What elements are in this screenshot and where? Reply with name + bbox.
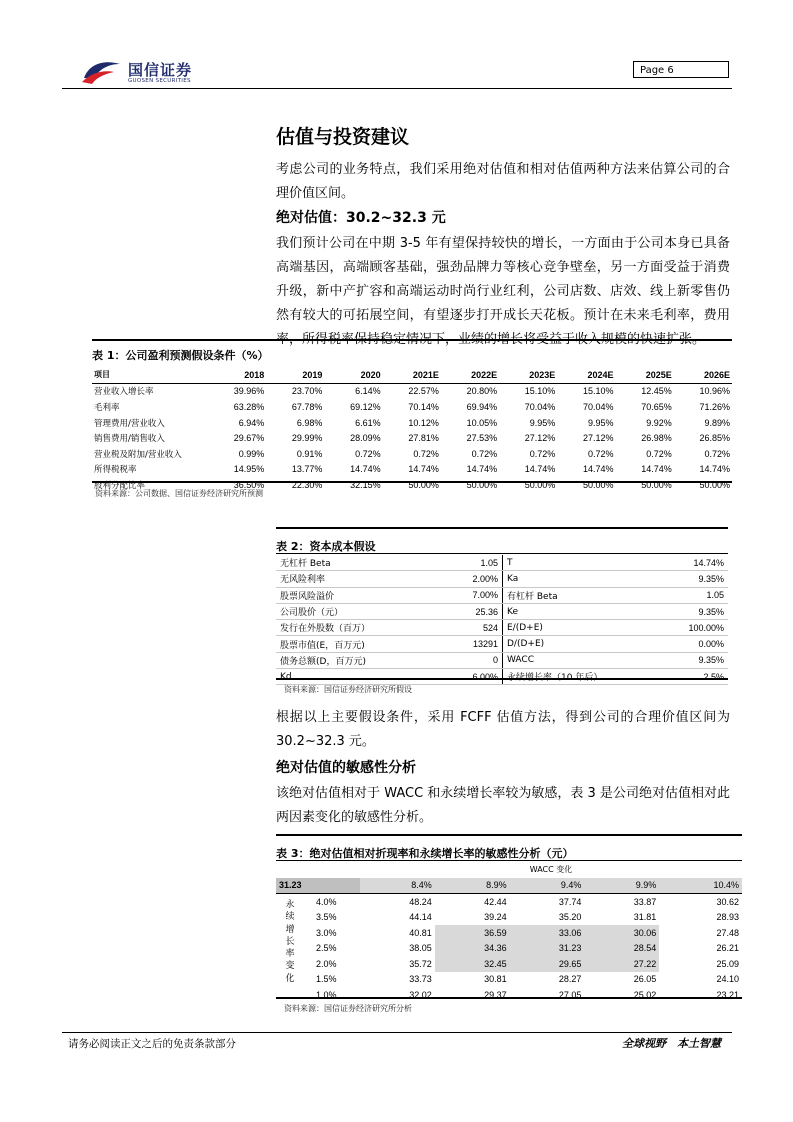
abs-valuation-heading: 绝对估值：30.2~32.3 元 xyxy=(276,210,446,226)
table3-base-value: 31.23 xyxy=(276,878,360,894)
table1-cell: 20.80% xyxy=(466,386,498,397)
table3-growth-rate: 1.5% xyxy=(316,974,337,985)
table1-cell: 0.72% xyxy=(588,448,614,459)
table1-cell: 50.00% xyxy=(408,479,439,490)
table2-header xyxy=(276,527,728,555)
table2-cell-r-value: 100.00% xyxy=(661,620,728,636)
table1-header-year: 2023E xyxy=(499,367,557,383)
table3-wacc-col: 10.4% xyxy=(659,878,742,894)
valuation-paragraph: 根据以上主要假设条件，采用 FCFF 估值方法，得到公司的合理价值区间为30.2~32.3 元。 xyxy=(276,710,730,749)
table1-cell: 0.72% xyxy=(355,448,381,459)
table2-row xyxy=(276,571,728,587)
table2-cell-r-value: 2.5% xyxy=(661,669,728,685)
table1 xyxy=(92,367,732,493)
table1-cell: 12.45% xyxy=(641,386,672,397)
table3-source: 资料来源：国信证券经济研究所分析 xyxy=(284,1004,412,1013)
table1-header-year: 2019 xyxy=(266,367,324,383)
table1-header-year: 2022E xyxy=(441,367,499,383)
table1-row-label: 销售费用/销售收入 xyxy=(94,434,165,445)
table3-cell: 30.06 xyxy=(584,925,659,941)
table1-block xyxy=(92,339,732,364)
table2-cell-l-value: 524 xyxy=(434,620,503,636)
table3-wacc-col: 8.4% xyxy=(360,878,435,894)
table3-cell: 42.44 xyxy=(484,896,507,907)
table1-cell: 10.96% xyxy=(699,386,730,397)
table2-row xyxy=(276,587,728,603)
table1-cell: 70.04% xyxy=(524,401,556,412)
table1-row xyxy=(92,430,732,446)
table1-cell: 14.74% xyxy=(583,464,614,475)
table1-cell: 6.61% xyxy=(355,417,381,428)
table3-cell: 26.05 xyxy=(633,974,657,985)
table1-cell: 50.00% xyxy=(699,479,730,490)
table1-cell: 13.77% xyxy=(291,464,323,475)
table3-cell: 28.93 xyxy=(716,912,739,923)
table1-header-year: 2024E xyxy=(557,367,615,383)
table1-cell: 9.89% xyxy=(704,417,730,428)
table1-cell: 70.65% xyxy=(641,401,672,412)
table1-row xyxy=(92,415,732,431)
sensitivity-heading: 绝对估值的敏感性分析 xyxy=(276,760,416,776)
table2-row xyxy=(276,603,728,619)
table3-cell: 27.22 xyxy=(584,956,659,972)
table1-cell: 14.74% xyxy=(524,464,556,475)
table2-cell-r-label: WACC xyxy=(503,652,662,668)
table1-cell: 0.72% xyxy=(646,448,672,459)
table1-cell: 69.94% xyxy=(466,401,498,412)
table1-cell: 0.72% xyxy=(704,448,730,459)
table3-top-rule xyxy=(276,860,742,861)
table1-cell: 6.98% xyxy=(296,417,323,428)
table3-growth-rate: 3.0% xyxy=(316,927,337,938)
table3-row xyxy=(276,910,742,926)
table2-cell-l-label: 债务总额(D，百万元) xyxy=(276,652,434,668)
table1-cell: 6.14% xyxy=(355,386,381,397)
table3-cell: 33.73 xyxy=(409,974,432,985)
table1-cell: 14.74% xyxy=(699,464,730,475)
table1-cell: 0.91% xyxy=(296,448,323,459)
table3-cell: 29.37 xyxy=(484,989,507,1000)
table1-cell: 29.99% xyxy=(291,433,323,444)
table1-cell: 50.00% xyxy=(641,479,672,490)
table3-col-header-row xyxy=(276,878,742,894)
table3-cell: 29.65 xyxy=(510,956,585,972)
table3-row xyxy=(276,894,742,910)
table1-row xyxy=(92,462,732,478)
table2-source: 资料来源：国信证券经济研究所假设 xyxy=(284,685,412,694)
table3-cell: 37.74 xyxy=(558,896,582,907)
table1-cell: 10.12% xyxy=(408,417,439,428)
table3-cell: 27.05 xyxy=(558,989,582,1000)
table1-header-item: 项目 xyxy=(92,367,208,383)
section-title: 估值与投资建议 xyxy=(276,126,410,148)
intro-paragraph: 考虑公司的业务特点，我们采用绝对估值和相对估值两种方法来估算公司的合理价值区间。 xyxy=(276,162,730,201)
table2-cell-r-label: 有杠杆 Beta xyxy=(503,587,662,603)
table1-header-year: 2021E xyxy=(383,367,441,383)
table3-wacc-col: 8.9% xyxy=(435,878,510,894)
table1-row-label: 所得税税率 xyxy=(94,465,137,476)
table1-cell: 28.09% xyxy=(350,433,381,444)
table3-growth-rate: 1.0% xyxy=(316,989,337,1000)
table2-cell-r-label: Ke xyxy=(503,603,662,619)
table3-row xyxy=(276,925,742,941)
table3-header xyxy=(276,834,742,862)
table1-cell: 32.15% xyxy=(350,479,381,490)
table1-cell: 71.26% xyxy=(699,401,730,412)
table3-cell: 35.72 xyxy=(409,958,432,969)
table1-cell: 63.28% xyxy=(233,401,265,412)
table3-cell: 25.09 xyxy=(716,958,739,969)
table1-cell: 9.95% xyxy=(529,417,556,428)
table1-cell: 0.72% xyxy=(413,448,439,459)
table1-cell: 29.67% xyxy=(233,433,265,444)
table1-header-year: 2026E xyxy=(674,367,732,383)
table3-growth-rate: 4.0% xyxy=(316,896,337,907)
table2-cell-r-value: 9.35% xyxy=(661,571,728,587)
table1-cell: 36.50% xyxy=(233,479,265,490)
footer-disclaimer: 请务必阅读正文之后的免责条款部分 xyxy=(68,1038,236,1050)
table1-cell: 15.10% xyxy=(524,386,556,397)
table2-caption: 表 2：资本成本假设 xyxy=(276,540,376,553)
table3-growth-rate: 3.5% xyxy=(316,912,337,923)
table2-row xyxy=(276,652,728,668)
table2-cell-l-value: 2.00% xyxy=(434,571,503,587)
table2-cell-r-value: 14.74% xyxy=(661,555,728,571)
table1-cell: 10.05% xyxy=(466,417,498,428)
table2-cell-l-value: 6.00% xyxy=(434,669,503,685)
table2-cell-r-value: 9.35% xyxy=(661,603,728,619)
table1-cell: 0.99% xyxy=(238,448,265,459)
table2-cell-r-label: T xyxy=(503,555,662,571)
table1-caption: 表 1：公司盈利预测假设条件（%） xyxy=(92,349,269,362)
table2 xyxy=(276,555,728,685)
page-number: Page 6 xyxy=(633,61,729,78)
table3-row xyxy=(276,987,742,1003)
logo-name-cn: 国信证券 xyxy=(128,61,193,79)
footer-slogan: 全球视野 本土智慧 xyxy=(622,1037,721,1050)
table1-cell: 27.81% xyxy=(408,433,439,444)
table1-row-label: 股利分配比率 xyxy=(94,480,146,491)
logo-mark-icon xyxy=(80,58,124,86)
table3-cell: 27.48 xyxy=(716,927,739,938)
logo-name-en: GUOSEN SECURITIES xyxy=(128,78,191,84)
table1-header-year: 2025E xyxy=(616,367,674,383)
table1-cell: 22.30% xyxy=(291,479,323,490)
table2-cell-r-label: Ka xyxy=(503,571,662,587)
table2-cell-r-value: 0.00% xyxy=(661,636,728,652)
table3-cell: 35.20 xyxy=(558,912,582,923)
table1-cell: 9.92% xyxy=(646,417,672,428)
table1-source: 资料来源：公司数据、国信证券经济研究所预测 xyxy=(95,489,263,498)
table2-cell-l-value: 0 xyxy=(434,652,503,668)
table3-cell: 28.27 xyxy=(558,974,582,985)
table1-cell: 15.10% xyxy=(583,386,614,397)
table1-bottom-rule xyxy=(92,481,732,483)
table3-row xyxy=(276,972,742,988)
table1-cell: 14.74% xyxy=(350,464,381,475)
table1-row xyxy=(92,383,732,399)
table3-cell: 38.05 xyxy=(409,943,432,954)
table1-cell: 14.74% xyxy=(408,464,439,475)
table3-row xyxy=(276,941,742,957)
table1-cell: 9.95% xyxy=(588,417,614,428)
table3-cell: 26.21 xyxy=(716,943,739,954)
table2-cell-l-label: 股票市值(E，百万元) xyxy=(276,636,434,652)
table3-wacc-header-row xyxy=(276,862,742,878)
table3-caption: 表 3：绝对估值相对折现率和永续增长率的敏感性分析（元） xyxy=(276,847,574,860)
header-divider xyxy=(62,88,732,89)
table1-cell: 0.72% xyxy=(471,448,498,459)
table1-cell: 0.72% xyxy=(529,448,556,459)
table2-bottom-rule xyxy=(276,678,728,680)
table2-row xyxy=(276,555,728,571)
abs-valuation-paragraph: 我们预计公司在中期 3-5 年有望保持较快的增长，一方面由于公司本身已具备高端基因，高端顾客基础，强劲品牌力等核心竞争壁垒，另一方面受益于消费升级，新中产扩容和高端运动时尚行业红利，公司店数、店效、线上新零售仍然有较大的可拓展空间，有望逐步打开成长天花板。预计在未来毛利率，费用率，所得税率保持稳定情况下，业绩的增长将受益于收入规模的快速扩张。 xyxy=(276,236,730,347)
table2-cell-l-label: 发行在外股数（百万） xyxy=(276,620,434,636)
table3-row xyxy=(276,956,742,972)
table2-row xyxy=(276,636,728,652)
table3-cell: 32.02 xyxy=(409,989,432,1000)
table3-cell: 24.10 xyxy=(716,974,739,985)
table3-growth-rate: 2.5% xyxy=(316,943,337,954)
table1-row-label: 毛利率 xyxy=(94,402,120,413)
table2-cell-l-value: 25.36 xyxy=(434,603,503,619)
table2-row xyxy=(276,669,728,685)
table1-cell: 26.85% xyxy=(699,433,730,444)
table3-wacc-col: 9.9% xyxy=(584,878,659,894)
table2-cell-l-label: 公司股价（元） xyxy=(276,603,434,619)
table3-cell: 32.45 xyxy=(435,956,510,972)
growth-rate-axis-label: 永续增长率变化 xyxy=(285,900,295,984)
table2-cell-l-value: 13291 xyxy=(434,636,503,652)
table1-cell: 69.12% xyxy=(350,401,381,412)
table3-cell: 44.14 xyxy=(409,912,432,923)
table2-cell-r-value: 1.05 xyxy=(661,587,728,603)
table3-cell: 25.02 xyxy=(633,989,657,1000)
table1-header-year: 2018 xyxy=(208,367,266,383)
table3 xyxy=(276,862,742,1003)
table3-cell: 48.24 xyxy=(409,896,432,907)
table3-cell: 33.87 xyxy=(633,896,657,907)
table1-cell: 6.94% xyxy=(238,417,265,428)
table1-cell: 27.12% xyxy=(583,433,614,444)
table1-cell: 70.14% xyxy=(408,401,439,412)
table3-wacc-col: 9.4% xyxy=(510,878,585,894)
table1-header-year: 2020 xyxy=(324,367,382,383)
table2-cell-r-value: 9.35% xyxy=(661,652,728,668)
table3-growth-rate: 2.0% xyxy=(316,958,337,969)
table1-cell: 50.00% xyxy=(466,479,498,490)
table1-cell: 50.00% xyxy=(583,479,614,490)
company-logo xyxy=(80,56,210,90)
table3-cell: 23.21 xyxy=(716,989,739,1000)
table1-cell: 26.98% xyxy=(641,433,672,444)
table2-cell-l-value: 7.00% xyxy=(434,587,503,603)
table1-cell: 50.00% xyxy=(524,479,556,490)
table1-cell: 14.74% xyxy=(641,464,672,475)
table3-bottom-rule xyxy=(276,997,742,999)
table1-row xyxy=(92,399,732,415)
footer-divider xyxy=(62,1032,732,1033)
table2-cell-r-label: 永续增长率（10 年后） xyxy=(503,669,662,685)
wacc-axis-label: WACC 变化 xyxy=(529,865,573,875)
table1-row xyxy=(92,446,732,462)
table3-cell: 40.81 xyxy=(409,927,432,938)
table1-cell: 14.74% xyxy=(466,464,498,475)
table1-cell: 22.57% xyxy=(408,386,439,397)
table1-cell: 23.70% xyxy=(291,386,323,397)
table1-row-label: 营业收入增长率 xyxy=(94,387,154,398)
table1-cell: 67.78% xyxy=(291,401,323,412)
table3-cell: 34.36 xyxy=(435,941,510,957)
table1-cell: 14.95% xyxy=(233,464,265,475)
table3-cell: 39.24 xyxy=(484,912,507,923)
table2-cell-l-label: 无杠杆 Beta xyxy=(276,555,434,571)
table2-cell-l-value: 1.05 xyxy=(434,555,503,571)
table3-cell: 31.81 xyxy=(633,912,657,923)
table1-row-label: 营业税及附加/营业收入 xyxy=(94,449,182,460)
table3-blank xyxy=(276,862,360,878)
table3-cell: 31.23 xyxy=(510,941,585,957)
table1-cell: 70.04% xyxy=(583,401,614,412)
table1-cell: 27.53% xyxy=(466,433,498,444)
table3-cell: 30.81 xyxy=(484,974,507,985)
table2-cell-r-label: E/(D+E) xyxy=(503,620,662,636)
table1-row-label: 管理费用/营业收入 xyxy=(94,418,165,429)
table2-row xyxy=(276,620,728,636)
table3-cell: 36.59 xyxy=(435,925,510,941)
sensitivity-paragraph: 该绝对估值相对于 WACC 和永续增长率较为敏感，表 3 是公司绝对估值相对此两因素变化的敏感性分析。 xyxy=(276,786,730,825)
table3-cell: 33.06 xyxy=(510,925,585,941)
table2-cell-l-label: 股票风险溢价 xyxy=(276,587,434,603)
table3-cell: 28.54 xyxy=(584,941,659,957)
table3-cell: 30.62 xyxy=(716,896,739,907)
table2-cell-r-label: D/(D+E) xyxy=(503,636,662,652)
table2-cell-l-label: Kd xyxy=(276,669,434,685)
table2-top-rule xyxy=(276,553,728,554)
table2-cell-l-label: 无风险利率 xyxy=(276,571,434,587)
table1-cell: 27.12% xyxy=(524,433,556,444)
table1-cell: 39.96% xyxy=(233,386,265,397)
